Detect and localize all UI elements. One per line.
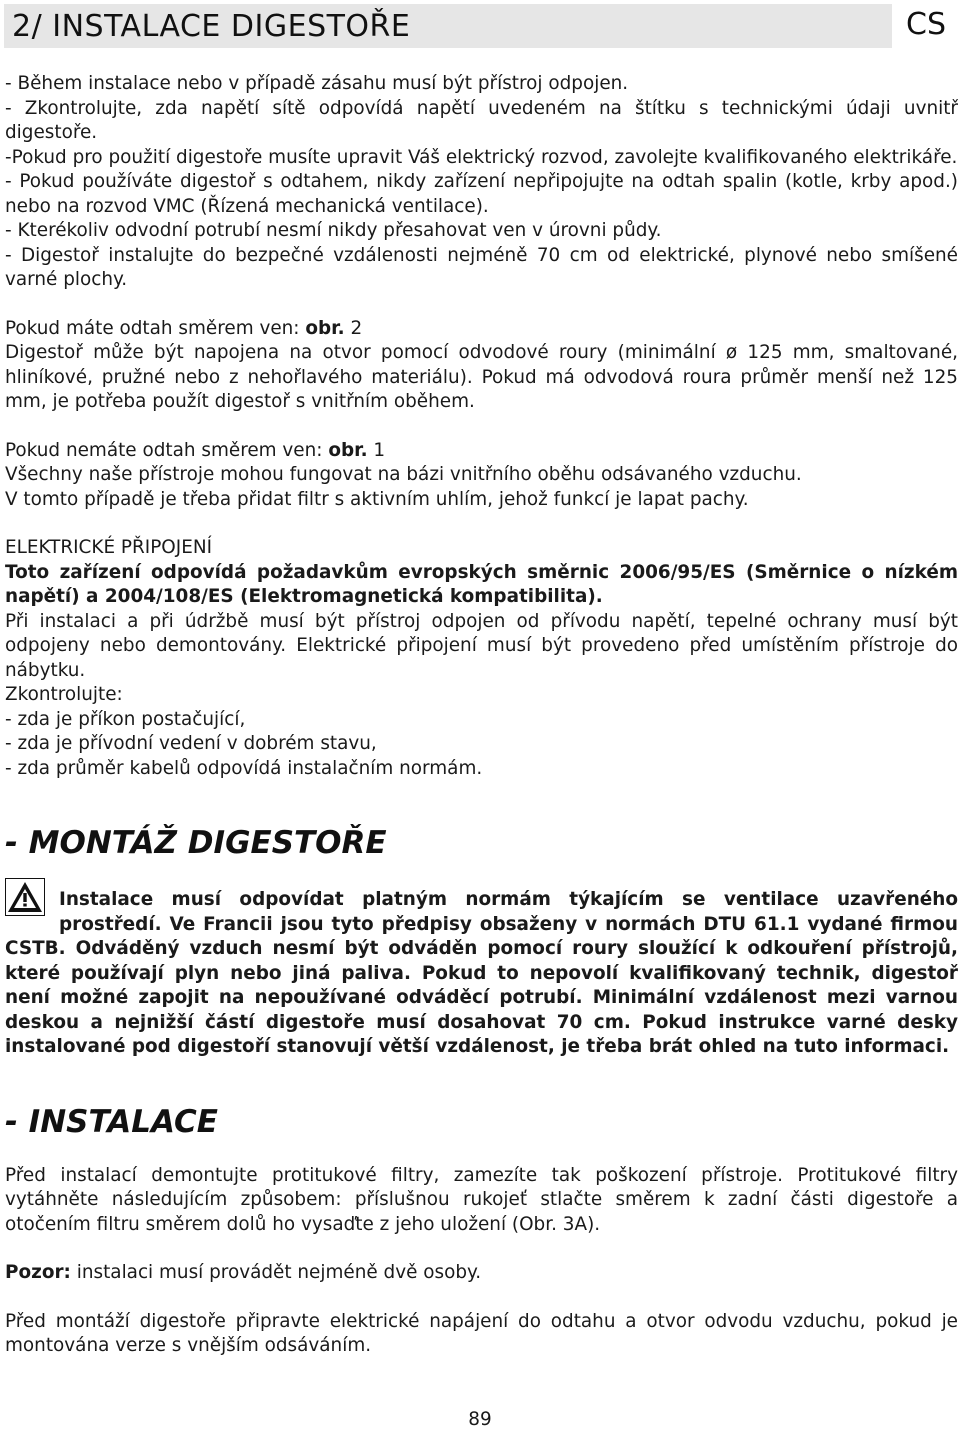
check-item: - zda je příkon postačující,: [5, 708, 246, 730]
safety-item: - Během instalace nebo v případě zásahu musí být přístroj odpojen.: [5, 73, 629, 94]
safety-item: - Pokud používáte digestoř s odtahem, nikdy zařízení nepřipojujte na odtah spalin (kotle, krby apod.) nebo na rozvod VMC (Řízená mechanická ventilace).: [5, 171, 958, 217]
language-code: CS: [906, 7, 946, 42]
montaz-warning-text: Instalace musí odpovídat platným normám týkajícím se ventilace uzavřeného prostředí. Ve Francii jsou tyto předpisy obsaženy v normách DTU 61.1 vydané firmou CSTB. Odváděný vzduch nesmí být odváděn pomocí roury sloužící k odkouření přístrojů, které používají plyn nebo jiná paliva. Pokud to nepovolí kvalifikovaný technik, digestoř není možné zapojit na nepoužívané odváděcí potrubí. Minimální vzdálenost mezi varnou deskou a nejnižší částí digestoře musí dosahovat 70 cm. Pokud instrukce varné desky instalované pod digestoří stanovují větší vzdálenost, je třeba brát ohled na tuto informaci.: [5, 889, 958, 1057]
check-label: Zkontrolujte:: [5, 684, 123, 705]
electrical-heading: ELEKTRICKÉ PŘIPOJENÍ: [5, 537, 213, 558]
safety-item: - Zkontrolujte, zda napětí sítě odpovídá napětí uvedeném na štítku s technickými údaji uvnitř digestoře.: [5, 97, 958, 143]
no-exhaust-line: V tomto případě je třeba přidat filtr s aktivním uhlím, jehož funkcí je lapat pachy.: [5, 488, 749, 510]
instalace-title: - INSTALACE: [5, 1103, 218, 1140]
document-body: [5, 72, 958, 1359]
montaz-title: - MONTÁŽ DIGESTOŘE: [5, 825, 387, 861]
no-exhaust-lead: Pokud nemáte odtah směrem ven: obr. 1: [5, 439, 386, 461]
check-item: - zda průměr kabelů odpovídá instalačním normám.: [5, 757, 483, 779]
montaz-warning-block: [5, 876, 958, 1060]
check-item: - zda je přívodní vedení v dobrém stavu,: [5, 733, 377, 754]
safety-item: - Kterékoliv odvodní potrubí nesmí nikdy přesahovat ven v úrovni půdy.: [5, 220, 662, 241]
warning-triangle-icon: [5, 878, 45, 916]
safety-item: -Pokud pro použití digestoře musíte upravit Váš elektrický rozvod, zavolejte kvalifikovaného elektrikáře.: [5, 146, 958, 168]
safety-item: - Digestoř instalujte do bezpečné vzdálenosti nejméně 70 cm od elektrické, plynové nebo smíšené varné plochy.: [5, 244, 958, 290]
no-exhaust-line: Všechny naše přístroje mohou fungovat na bázi vnitřního oběhu odsávaného vzduchu.: [5, 464, 802, 485]
electrical-text: Při instalaci a při údržbě musí být přístroj odpojen od přívodu napětí, tepelné ochrany musí být odpojeny nebo demontovány. Elektrické připojení musí být provedeno před umístěním přístroje do nábytku.: [5, 610, 958, 681]
instalace-text: Před montáží digestoře připravte elektrické napájení do odtahu a otvor odvodu vzduchu, pokud je montována verze s vnějším odsáváním.: [5, 1310, 958, 1356]
outside-exhaust-lead: Pokud máte odtah směrem ven: obr. 2: [5, 317, 363, 339]
instalace-text: Před instalací demontujte protitukové filtry, zamezíte tak poškození přístroje. Protitukové filtry vytáhněte následujícím způsobem: příslušnou rukojeť stlačte směrem k zadní části digestoře a otočením filtru směrem dolů ho vysaďte z jeho uložení (Obr. 3A).: [5, 1164, 958, 1235]
header-bar: [4, 4, 892, 48]
page-number: 89: [468, 1409, 492, 1430]
page-title: 2/ INSTALACE DIGESTOŘE: [12, 9, 411, 44]
electrical-directives: Toto zařízení odpovídá požadavkům evropských směrnic 2006/95/ES (Směrnice o nízkém napětí) a 2004/108/ES (Elektromagnetická kompatibilita).: [5, 561, 958, 607]
outside-exhaust-text: Digestoř může být napojena na otvor pomocí odvodové roury (minimální ø 125 mm, smaltované, hliníkové, pružné nebo z nehořlavého materiálu). Pokud má odvodová roura průměr menší než 125 mm, je potřeba použít digestoř s vnitřním oběhem.: [5, 342, 958, 412]
instalace-note: Pozor: instalaci musí provádět nejméně dvě osoby.: [5, 1262, 482, 1283]
